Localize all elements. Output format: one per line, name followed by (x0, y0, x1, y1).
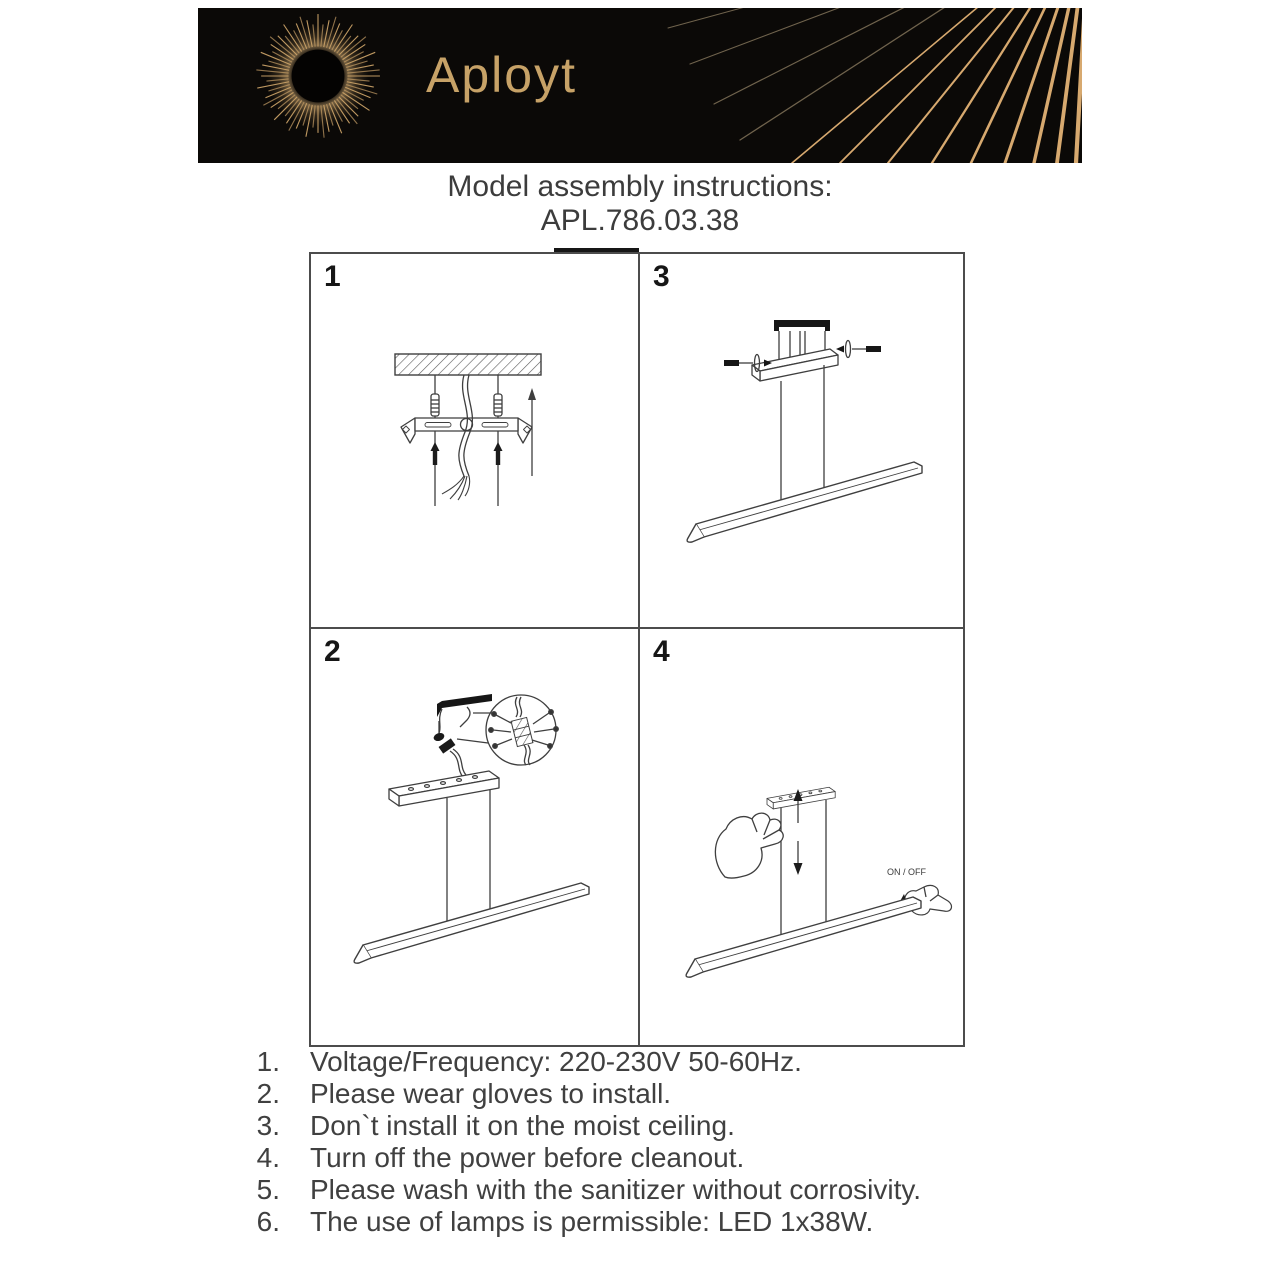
brand-banner (198, 8, 1082, 163)
panel-number: 3 (653, 260, 670, 293)
step3-diagram (640, 254, 963, 627)
panel-number: 1 (324, 260, 341, 293)
step1-diagram (311, 254, 638, 627)
item-number: 2. (256, 1078, 280, 1109)
item-text: Turn off the power before cleanout. (310, 1142, 745, 1173)
page-title (0, 170, 1280, 238)
decorative-rays-icon (632, 8, 1082, 163)
item-number: 1. (256, 1046, 280, 1077)
assembly-steps-grid (309, 252, 965, 1047)
adjusting-hand (715, 813, 783, 878)
sunburst-icon (252, 10, 384, 142)
panel-number: 4 (653, 635, 670, 668)
brand-name: Aployt (426, 47, 577, 103)
item-text: Please wash with the sanitizer without corrosivity. (310, 1174, 922, 1205)
list-item (240, 1174, 921, 1206)
on-off-label: ON / OFF (887, 867, 926, 877)
step-panel-1 (311, 254, 638, 627)
title-line: Model assembly instructions: (447, 170, 833, 203)
model-number: APL.786.03.38 (540, 204, 740, 237)
item-number: 6. (256, 1206, 280, 1237)
instruction-list (240, 1046, 921, 1238)
list-item (240, 1110, 921, 1142)
step-panel-3 (640, 254, 963, 627)
item-text: The use of lamps is permissible: LED 1x38W. (310, 1206, 874, 1237)
list-item (240, 1078, 921, 1110)
step-panel-2 (311, 629, 638, 1045)
item-text: Please wear gloves to install. (310, 1078, 672, 1109)
panel-number: 2 (324, 635, 341, 668)
item-text: Don`t install it on the moist ceiling. (310, 1110, 735, 1141)
list-item (240, 1046, 921, 1078)
item-number: 3. (256, 1110, 280, 1141)
list-item (240, 1142, 921, 1174)
item-number: 4. (256, 1142, 280, 1173)
step-panel-4 (640, 629, 963, 1045)
item-text: Voltage/Frequency: 220-230V 50-60Hz. (310, 1046, 802, 1077)
list-item (240, 1206, 921, 1238)
item-number: 5. (256, 1174, 280, 1205)
step2-diagram (311, 629, 638, 1045)
step4-diagram (640, 629, 963, 1045)
